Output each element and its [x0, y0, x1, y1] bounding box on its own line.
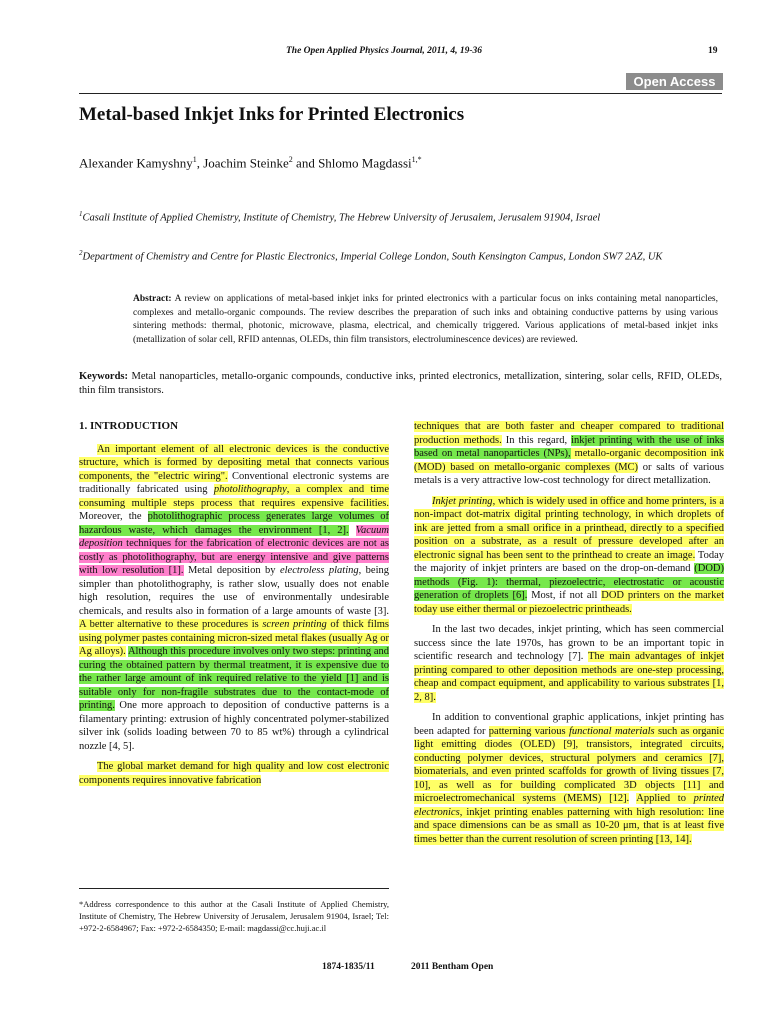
open-access-badge: Open Access	[626, 73, 723, 90]
abstract	[133, 293, 718, 347]
paragraph	[79, 760, 389, 787]
page-number: 19	[708, 46, 718, 56]
author-affiliation-mark: 1	[192, 155, 197, 164]
body-text: or salts of various metals is a very attractive low-cost technology for direct metallization.	[414, 461, 724, 486]
body-text: Metal deposition by	[183, 565, 280, 576]
highlighted-text: metallo-organic decomposition ink (MOD) based on metallo-organic complexes (MC)	[414, 448, 724, 473]
paragraph	[79, 443, 389, 754]
author-name: Joachim Steinke	[203, 155, 289, 171]
highlighted-text: A better alternative to these procedures is	[79, 619, 263, 630]
body-text: , being simpler than photolithography, is rather slow, usually does not enable high resolution, requires the use of environmentally undesirable chemicals, and results also in formation of a large amounts of waste [3].	[79, 565, 390, 617]
highlighted-text: , a complex and time consuming multiple steps process that requires expensive facilities.	[79, 484, 390, 509]
article-title: Metal-based Inkjet Inks for Printed Electronics	[79, 104, 465, 125]
body-text: Today the majority of inkjet printers are based on the drop-on-demand	[414, 549, 725, 574]
footnote-rule	[79, 888, 389, 889]
body-text: Most, if not all	[527, 590, 602, 601]
highlighted-text: The main advantages of inkjet printing compared to other deposition methods are one-step processing, cheap and compact equipment, and applicability to various substrates [1, 2, 8].	[414, 651, 724, 703]
affiliation-text: Department of Chemistry and Centre for Plastic Electronics, Imperial College London, South Kensington Campus, London SW7 2AZ, UK	[82, 251, 663, 263]
affiliation	[79, 246, 719, 265]
abstract-text: A review on applications of metal-based inkjet inks for printed electronics with a particular focus on inks containing metal nanoparticles, complexes and metallo-organic compounds. The review describes the preparation of such inks and obtaining conductive patterns by using various sintering methods: thermal, photonic, microwave, plasma, electrical, and chemically triggered. Various applications of metal-based inkjet inks (metallization of solar cell, RFID antennas, OLEDs, thin film transistors, electroluminescence devices) are reviewed.	[133, 294, 718, 345]
body-text: In this regard,	[501, 434, 572, 446]
journal-citation: The Open Applied Physics Journal, 2011, 4, 19-36	[286, 46, 482, 56]
body-text: In the last two decades, inkjet printing, which has seen commercial success since the late 1970s, has grown to be an important topic in scientific research and technology [7].	[414, 624, 724, 662]
right-column	[414, 420, 724, 853]
affiliation	[79, 207, 719, 226]
highlighted-text: techniques for the fabrication of electronic devices are not as costly as photolithography, but are energy intensive and give patterns with low resolution [1].	[79, 538, 389, 576]
keywords-text: Metal nanoparticles, metallo-organic compounds, conductive inks, printed electronics, metallization, sintering, solar cells, RFID, OLEDs, thin film transistors.	[79, 371, 722, 396]
correspondence-footnote: *Address correspondence to this author at the Casali Institute of Applied Chemistry, Institute of Chemistry, The Hebrew University of Jerusalem, Jerusalem 91904, Israel; Tel: +972-2-6584967; Fax: +972-2-6584350; E-mail: magdassi@cc.huji.ac.il	[79, 899, 389, 933]
highlighted-text: inkjet printing with the use of inks based on metal nanoparticles (NPs),	[414, 434, 724, 459]
highlighted-text: such as organic light emitting diodes (OLED) [9], transistors, integrated circuits, conducting polymer devices, structural polymers and ceramics [7], biomaterials, and even printed scaffolds for growth of living tissues [7, 10], as well as for building complicated 3D objects [11] and microelectromechanical systems (MEMS) [12].	[414, 725, 724, 804]
highlighted-text: screen printing	[262, 619, 327, 630]
body-text: electroless plating	[279, 565, 359, 576]
body-text: One more approach to deposition of conductive patterns is a filamentary printing: extrusion of highly concentrated polymer-stabilized silver ink (solids loading between 70 to 85 wt%) through a cylindrical nozzle [4, 5].	[79, 700, 389, 752]
highlighted-text: Inkjet printing	[432, 495, 493, 507]
author-affiliation-mark: 1,*	[411, 155, 422, 164]
author-affiliation-mark: 2	[288, 155, 293, 164]
highlighted-text: , inkjet printing enables patterning with high resolution: line and space dimensions can be as small as 10-20 μm, that is at least five times better than the current resolution of screen printing [13, 14].	[414, 806, 724, 845]
highlighted-text: Applied to	[636, 793, 694, 804]
highlighted-text: (DOD) methods (Fig. 1): thermal, piezoelectric, electrostatic or acoustic generation of droplets [6].	[414, 563, 724, 601]
highlighted-text: of thick films using polymer pastes containing micron-sized metal flakes (usually Ag or Ag alloys).	[79, 619, 389, 657]
highlighted-text: photolithographic process generates large volumes of hazardous waste, which damages the environment [1, 2].	[79, 511, 389, 536]
author-list: Alexander Kamyshny$^1$, Joachim Steinke$^2$ and Shlomo Magdassi$^{1,*}$	[79, 155, 422, 171]
body-text: In addition to conventional graphic applications, inkjet printing has been adapted for	[414, 712, 724, 737]
highlighted-text: techniques that are both faster and cheaper compared to traditional production methods.	[414, 421, 724, 446]
keywords	[79, 370, 722, 397]
left-column	[79, 420, 389, 794]
section-heading: 1. INTRODUCTION	[79, 420, 179, 432]
highlighted-text: DOD printers on the market today use either thermal or piezoelectric printheads.	[414, 590, 724, 615]
affiliation-text: Casali Institute of Applied Chemistry, Institute of Chemistry, The Hebrew University of Jerusalem, Jerusalem 91904, Israel	[82, 212, 601, 224]
paragraph	[414, 495, 724, 617]
author-name: Alexander Kamyshny	[79, 155, 193, 171]
highlighted-text: Although this procedure involves only two steps: printing and curing the obtained pattern by thermal treatment, it is expensive due to the rather large amount of ink required relative to the yield [1] and is suitable only for non-fragile substrates due to the contact-mode of printing.	[79, 646, 390, 711]
keywords-label: Keywords:	[79, 371, 128, 382]
highlighted-text: The global market demand for high quality and low cost electronic components requires innovative fabrication	[79, 761, 389, 786]
paragraph	[414, 420, 724, 488]
abstract-label: Abstract:	[133, 294, 172, 304]
publisher-footer: 2011 Bentham Open	[411, 962, 494, 972]
highlighted-text: photolithography	[213, 484, 287, 495]
highlighted-text: Vacuum deposition	[79, 524, 389, 549]
left-column-body	[79, 443, 389, 788]
highlighted-text: An important element of all electronic devices is the conductive structure, which is formed by depositing metal that connects various components, the "electric wiring".	[79, 443, 389, 482]
body-text: Conventional electronic systems are traditionally fabricated using	[79, 470, 389, 495]
paragraph	[414, 623, 724, 704]
highlighted-text: , which is widely used in office and home printers, is a non-impact dot-matrix digital printing technology, in which droplets of ink are jetted from a small orifice in a printhead, directly to a specified position on a substrate, as a result of pressure developed after an electronic signal has been sent to the printhead to create an image.	[414, 495, 724, 561]
issn: 1874-1835/11	[322, 962, 375, 972]
affiliation-mark: 1	[79, 210, 83, 218]
highlighted-text: functional materials	[569, 725, 655, 737]
highlighted-text: printed electronics	[414, 793, 724, 818]
body-text	[349, 525, 356, 536]
right-column-body	[414, 420, 724, 846]
affiliation-mark: 2	[79, 249, 83, 257]
paragraph	[414, 711, 724, 846]
header-rule	[79, 93, 722, 94]
author-name: Shlomo Magdassi	[318, 155, 412, 171]
body-text: Moreover, the	[79, 511, 148, 522]
highlighted-text: patterning various	[488, 725, 569, 737]
